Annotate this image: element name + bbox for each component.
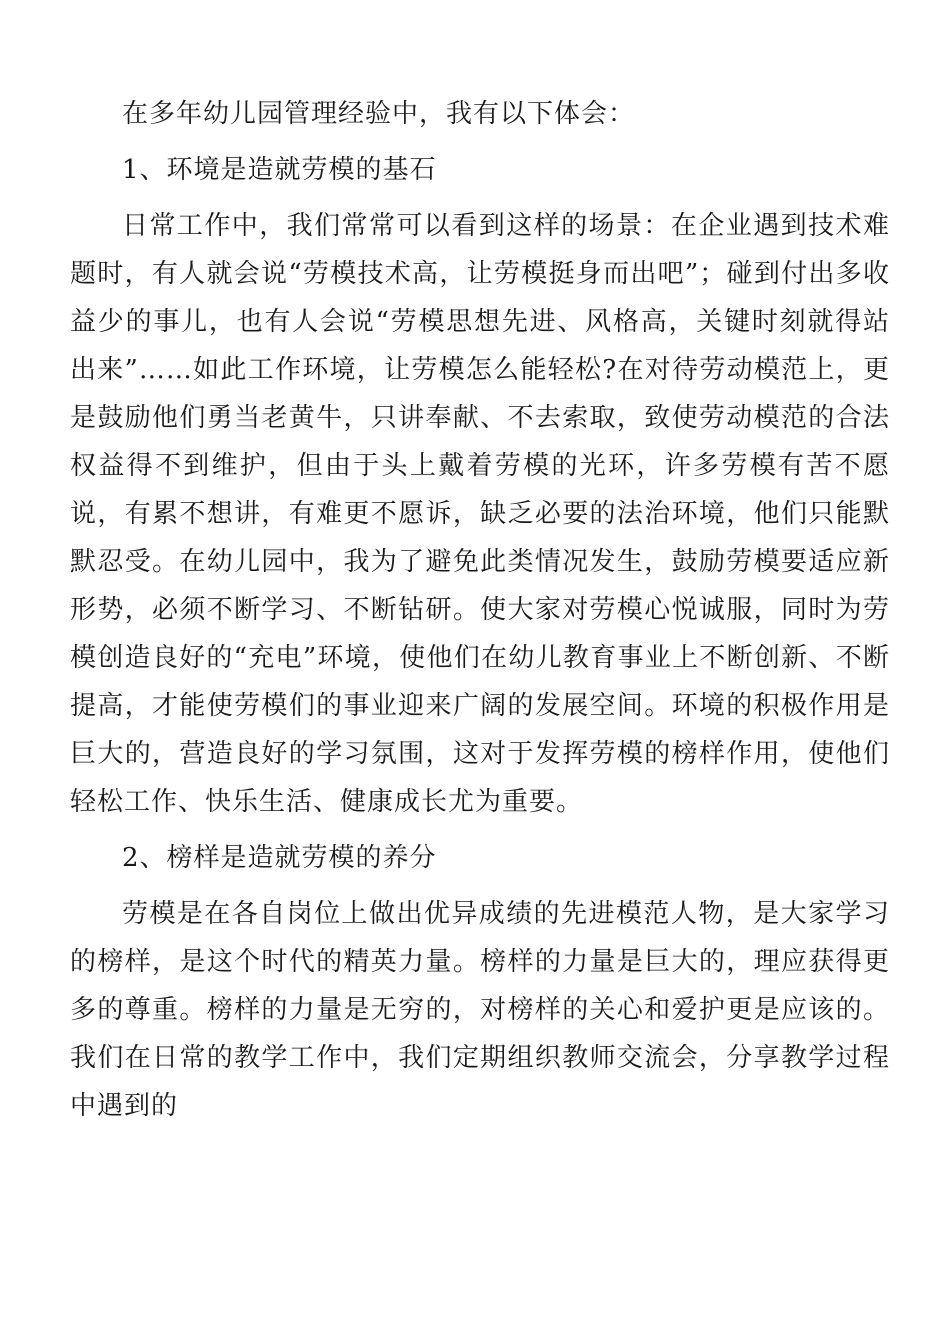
section-1-heading: 1、环境是造就劳模的基石 [122,155,437,185]
intro-line: 在多年幼儿园管理经验中，我有以下体会： [122,99,636,129]
section-2-heading: 2、榜样是造就劳模的养分 [122,843,437,873]
section-2-paragraph: 劳模是在各自岗位上做出优异成绩的先进模范人物，是大家学习的榜样，是这个时代的精英力量。榜样的力量是巨大的，理应获得更多的尊重。榜样的力量是无穷的，对榜样的关心和爱护更是应该的。我们在日常的教学工作中，我们定期组织教师交流会，分享教学过程中遇到的 [70,899,890,1121]
document-body [70,90,890,1138]
section-1-paragraph: 日常工作中，我们常常可以看到这样的场景：在企业遇到技术难题时，有人就会说“劳模技术高，让劳模挺身而出吧”；碰到付出多收益少的事儿，也有人会说“劳模思想先进、风格高，关键时刻就得站出来”……如此工作环境，让劳模怎么能轻松?在对待劳动模范上，更是鼓励他们勇当老黄牛，只讲奉献、不去索取，致使劳动模范的合法权益得不到维护，但由于头上戴着劳模的光环，许多劳模有苦不愿说，有累不想讲，有难更不愿诉，缺乏必要的法治环境，他们只能默默忍受。在幼儿园中，我为了避免此类情况发生，鼓励劳模要适应新形势，必须不断学习、不断钻研。使大家对劳模心悦诚服，同时为劳模创造良好的“充电”环境，使他们在幼儿教育事业上不断创新、不断提高，才能使劳模们的事业迎来广阔的发展空间。环境的积极作用是巨大的，营造良好的学习氛围，这对于发挥劳模的榜样作用，使他们轻松工作、快乐生活、健康成长尤为重要。 [70,211,890,817]
